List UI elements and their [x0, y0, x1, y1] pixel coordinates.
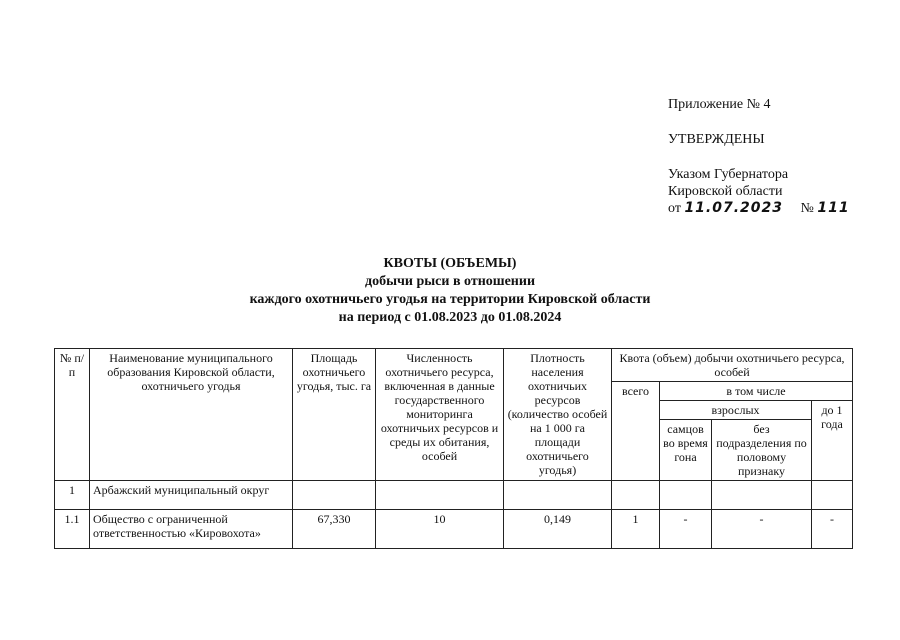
handwritten-date: 11.07.2023: [684, 200, 784, 216]
header-males: самцов во время гона: [660, 420, 712, 481]
header-total: всего: [612, 382, 660, 481]
cell-num: 1: [55, 481, 90, 510]
quota-table: [54, 348, 853, 549]
cell-name: Арбажский муниципальный округ: [90, 481, 293, 510]
number-prefix: №: [800, 201, 814, 216]
cell-density: [504, 481, 612, 510]
date-prefix: от: [668, 201, 681, 216]
cell-under1: [812, 481, 853, 510]
cell-total: [612, 481, 660, 510]
title-line-2: добычи рыси в отношении: [364, 274, 536, 289]
cell-under1: -: [812, 510, 853, 549]
decree-line-1: Указом Губернатора: [668, 167, 789, 182]
header-nosex: без подразделения по половому признаку: [712, 420, 812, 481]
title-line-4: на период с 01.08.2023 до 01.08.2024: [338, 310, 562, 325]
cell-nosex: [712, 481, 812, 510]
cell-density: 0,149: [504, 510, 612, 549]
cell-males: -: [660, 510, 712, 549]
cell-males: [660, 481, 712, 510]
cell-nosex: -: [712, 510, 812, 549]
header-density: Плотность населения охотничьих ресурсов (количество особей на 1 000 га площади охотничьего угодья): [504, 349, 612, 481]
document-title: [0, 255, 900, 327]
header-population: Численность охотничьего ресурса, включенная в данные государственного мониторинга охотничьих ресурсов и среды их обитания, особей: [376, 349, 504, 481]
handwritten-number: 111: [817, 200, 850, 216]
header-name: Наименование муниципального образования Кировской области, охотничьего угодья: [90, 349, 293, 481]
cell-num: 1.1: [55, 510, 90, 549]
appendix-label: Приложение № 4: [668, 97, 771, 112]
header-adults: взрослых: [660, 401, 812, 420]
approved-label: УТВЕРЖДЕНЫ: [668, 132, 765, 147]
cell-name: Общество с ограниченной ответственностью «Кировохота»: [90, 510, 293, 549]
header-under1: до 1 года: [812, 401, 853, 481]
decree-line-2: Кировской области: [668, 184, 783, 199]
header-area: Площадь охотничьего угодья, тыс. га: [293, 349, 376, 481]
cell-population: 10: [376, 510, 504, 549]
cell-area: 67,330: [293, 510, 376, 549]
decree-date-line: [668, 200, 850, 217]
header-quota: Квота (объем) добычи охотничьего ресурса, особей: [612, 349, 853, 382]
cell-population: [376, 481, 504, 510]
cell-total: 1: [612, 510, 660, 549]
title-line-1: КВОТЫ (ОБЪЕМЫ): [383, 256, 517, 271]
approval-block: [668, 96, 850, 217]
table-row: [55, 481, 853, 510]
table-row: [55, 510, 853, 549]
title-line-3: каждого охотничьего угодья на территории Кировской области: [249, 292, 651, 307]
cell-area: [293, 481, 376, 510]
header-num: № п/п: [55, 349, 90, 481]
header-including: в том числе: [660, 382, 853, 401]
